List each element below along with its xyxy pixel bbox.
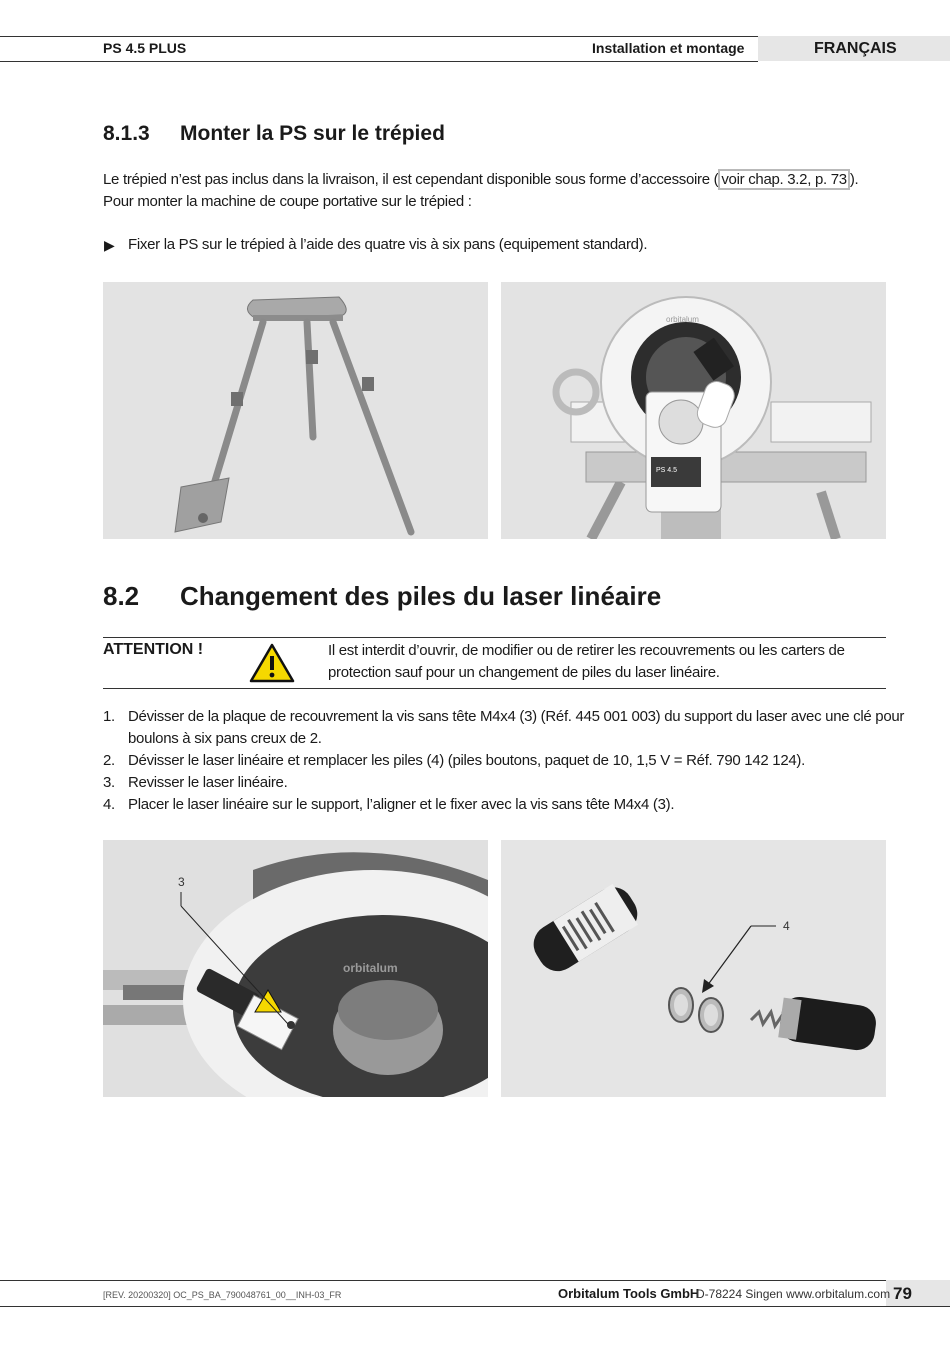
callout-4-label: 4 [783,919,790,933]
tripod-photo [103,282,488,539]
step-number: 3. [103,774,115,791]
laser-holder-photo [103,840,488,1097]
list-item [103,706,905,750]
attention-bottom-rule [103,688,886,689]
attention-text [328,640,888,684]
batteries-photo [501,840,886,1097]
paragraph-line-1 [103,169,903,191]
steps-list [103,706,905,816]
machine-on-tripod-photo [501,282,886,539]
cross-reference-link[interactable]: voir chap. 3.2, p. 73 [718,169,849,190]
laser-photo-logo-text: orbitalum [343,961,398,975]
footer-revision: [REV. 20200320] OC_PS_BA_790048761_00__INH-03_FR [103,1290,342,1300]
para-line1-pre: Le trépied n’est pas inclus dans la livraison, il est cependant disponible sous forme d’accessoire ( [103,171,719,188]
machine-badge-text: PS 4.5 [656,467,678,474]
footer-address: D-78224 Singen www.orbitalum.com [696,1287,891,1301]
attention-text-line-2: protection sauf pour un changement de piles du laser linéaire. [328,664,720,681]
section-8-1-3-number: 8.1.3 [103,122,150,145]
step-number: 2. [103,752,115,769]
footer-bottom-rule [0,1306,950,1307]
list-item [103,772,893,794]
warning-triangle-icon [249,643,295,683]
step-number: 4. [103,796,115,813]
attention-top-rule [103,637,886,638]
footer-top-rule [0,1280,886,1281]
list-item [103,750,893,772]
header-section: Installation et montage [592,40,745,56]
step-marker-icon: ▶ [104,237,115,253]
header-bottom-rule [0,61,758,62]
step-instruction: Fixer la PS sur le trépied à l’aide des quatre vis à six pans (equipement standard). [128,236,648,253]
paragraph-line-2: Pour monter la machine de coupe portative sur le trépied : [103,193,472,210]
callout-3-label: 3 [178,875,185,889]
header-language: FRANÇAIS [814,40,897,57]
step-text: Placer le laser linéaire sur le support, l’aligner et le fixer avec la vis sans tête M4x4 (3). [128,796,675,813]
attention-label: ATTENTION ! [103,641,204,658]
step-number: 1. [103,708,115,725]
footer-company: Orbitalum Tools GmbH [558,1286,700,1301]
list-item [103,794,893,816]
section-8-2-number: 8.2 [103,581,140,611]
section-8-1-3-title: Monter la PS sur le trépied [180,122,445,145]
step-text [128,706,904,750]
step-text: Revisser le laser linéaire. [128,774,288,791]
header-product: PS 4.5 PLUS [103,40,187,56]
section-8-1-3-paragraph [103,169,903,213]
para-line1-post: ). [849,171,859,188]
step-text: Dévisser le laser linéaire et remplacer les piles (4) (piles boutons, paquet de 10, 1,5 V = Réf. 790 142 124). [128,752,805,769]
machine-logo-text: orbitalum [666,315,699,324]
page-number: 79 [893,1284,912,1303]
step-text-line-1: Dévisser de la plaque de recouvrement la vis sans tête M4x4 (3) (Réf. 445 001 003) du support du laser avec une clé pour [128,708,905,725]
attention-text-line-1: Il est interdit d’ouvrir, de modifier ou de retirer les recouvrements ou les carters de [328,642,845,659]
section-8-2-title: Changement des piles du laser linéaire [180,581,662,611]
step-text-line-2: boulons à six pans creux de 2. [128,730,322,747]
